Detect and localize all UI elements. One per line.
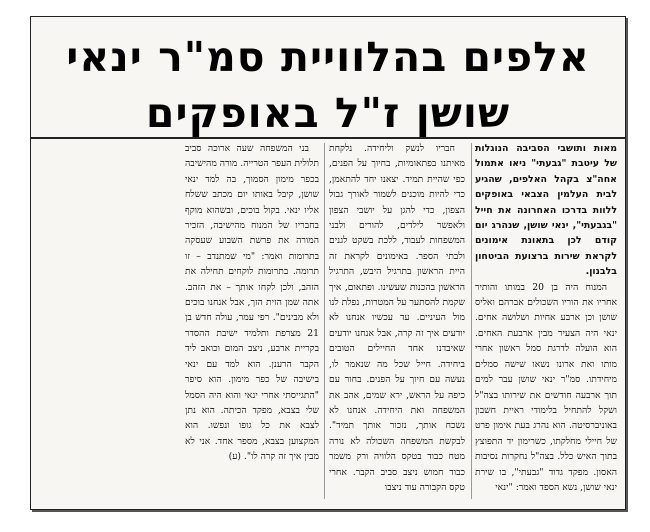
column-2 [329,141,465,503]
headline-line-1: אלפים בהלוויית סמ"ר ינאי [66,33,590,81]
newspaper-clipping [30,16,626,510]
column-2-text: חבריו לנשק וליחידה. נלקחת מאיתנו בפתאומיות, בחיוך על הפנים, כפי שהיית תמיד. יצאנו יחד להתאמן, כדי להיות מוכנים לשמור לאורך גבול הצפון, כדי להגן על יושבי הצפון ולאפשר לילדים, להורים ולבני המשפחות לעבוד, ללכת בשקט לגנים ולבתי הספר. באימונים לקראת זה היית הראשון בתרגיל היבש, התרגיל הראשון בהכנות שעשינו. ופתאום, איך שקמת להסתער על המטרות, נפלת לנו מול העיניים. עד עכשיו אנחנו לא יודעים איך זה קרה, אבל אנחנו יודעים שאיבדנו אחד החיילים הטובים ביחידה. חייל שכל מה שנאמר לו, נעשה עם חיוך על הפנים. בחור עם כיפה על הראש, ירא שמים, אהב את המשפחה ואת היחידה. אנחנו לא נשכח אותך, נזכור אותך תמיד". לבקשת המשפחה השכולה לא נורה מטח כבוד בטקס הלוויה ורק משמר כבוד חמוש ניצב סביב הקבר. אחרי טקס הקבורה עוד ניצבו [329,143,465,493]
headline-rule [31,137,625,139]
column-3 [185,141,319,503]
column-divider [324,143,325,499]
headline-line-2: שושן ז"ל באופקים [145,89,511,137]
column-3-text: בני המשפחה שעה ארוכה סביב תלולית העפר הטרייה. מורה מהישיבה בכפר מימון הסמוך, בה למד ינאי שושן, קיבל באותו יום מכתב ששלח אליו ינאי. בקול בוכים, ובשהוא מוקף בחבריו של המנוח מהישיבה, הזכיר המורה את פרשת השבוע שעסקה בתרומות ואמר: "מי שמתנדב – זו תרומה. בתרומות לוקחים תחילה את הזהב, ולכן לקחו אותך – את הזהב. אתה שמן הזית הזך, אבל אנחנו בוכים ולא מבינים". רפי עמר, עולה חדש בן 21 מצרפת ותלמיד ישיבת ההסדר בקריית ארבע, ניצב המום וכואב ליד הקבר הרענן. הוא למד עם ינאי בישיבה של כפר מימון. הוא סיפר "התגייסתי אחרי ינאי והוא היה הסמל שלי בצבא, מפקד הכיתה. הוא נתן לצבא את כל גופו ונפשו. הוא המקצוען בצבא, מספר אחד. אני לא מבין איך זה קרה לו". (ע) [185,143,319,463]
column-divider [471,143,472,499]
article-columns [31,141,625,503]
column-1-text: המנוח היה בן 20 במותו והותיר אחריו את הוריו השכולים אברהם ואליס שושן וכן ארבע אחיות ושלושה אחים. ינאי היה הצעיר מבין ארבעת האחים. הוא הועלה לדרגת סמל ראשון אחרי מותו ואת ארונו נשאו שישה סמלים מיחידתו. סמ"ר ינאי שושן עבר למים תוך ארבעה חודשים את שירותו בצה"ל ושקל להתחיל בלימודי ראיית חשבון באוניברסיטה. הוא נהרג בעת אימון פרט של חיילי מחלקתו, כשרימון יד התפוצץ בתוך האיש כלל. בצה"ל נחקרות נסיבות האסון. מפקד גדוד "גבעתי", בו שירת ינאי שושן, נשא הספד ואמר: "ינאי [475,281,617,493]
column-1 [475,141,617,503]
lead-paragraph: מאות ותושבי הסביבה הנוגלות של עיטבת "גבעתי" ניאו אתמול אחה"צ בקהל האלפים, שהגיע לבית העלמין הצבאי באופקים ללוות בדרכו האחרונה את חייל "בגבעתי", ינאי שושן, שנהרג יום קודם לכן בתאונת אימונים לקראת שירות ברצועת הביטחון בלבנון. [475,143,617,278]
